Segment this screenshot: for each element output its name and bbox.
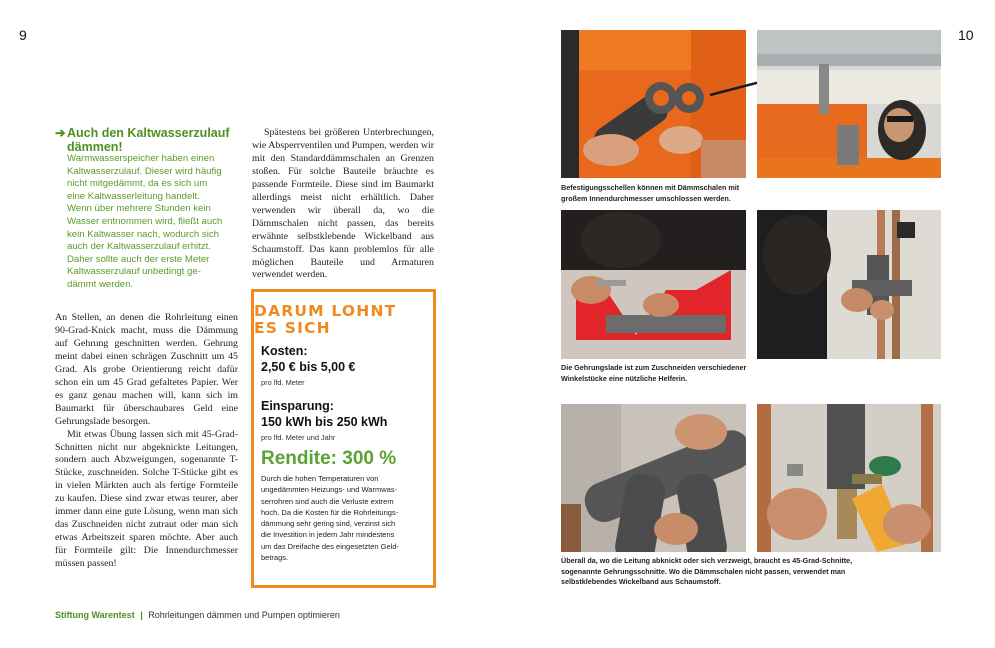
savings-value: 150 kWh bis 250 kWh xyxy=(261,415,388,429)
tip-line: Wenn über mehrere Stunden kein xyxy=(67,203,211,215)
info-line: Durch die hohen Temperaturen von xyxy=(261,474,379,483)
tip-line: dämmt werden. xyxy=(67,278,134,290)
caption-line: selbstklebendes Wickelband aus Schaumstoff. xyxy=(561,577,721,586)
info-line: um das Dreifache des eingesetzten Geld- xyxy=(261,541,399,551)
info-box-title xyxy=(254,303,396,337)
paragraph: Mit etwas Übung lassen sich mit 45-Grad-Schnitten nicht nur abgeknickte Leitungen, sondern auch Abzweigungen, sogenannte T-Stücke, zuschneiden. Solche T-Stücke gibt es in vielen Märkten auch als fertige Formteile zu kaufen. Diese sind zwar etwas teurer, aber immer dann eine gute Lösung, wenn man sich das Zuschneiden nicht zutraut oder man sich etwas Arbeitszeit sparen möchte. Aber auch für Formteile gilt: Die Innendurchmesser müssen passen! xyxy=(55,428,238,570)
savings-label: Einsparung: xyxy=(261,399,334,413)
info-box xyxy=(251,289,436,588)
caption-line: großem Innendurchmesser umschlossen werden. xyxy=(561,193,731,203)
photo-t-piece xyxy=(561,404,746,552)
info-line: dämmung sehr gering sind, verzinst sich xyxy=(261,519,396,529)
tip-body xyxy=(67,153,247,292)
info-box-title-line2: ES SICH xyxy=(254,319,331,337)
page-number-left: 9 xyxy=(19,27,27,43)
caption-line: Überall da, wo die Leitung abknickt oder sich verzweigt, braucht es 45-Grad-Schnitte, xyxy=(561,556,853,565)
caption-3 xyxy=(561,556,951,588)
costs-value: 2,50 € bis 5,00 € xyxy=(261,360,356,374)
info-line: betrags. xyxy=(261,553,289,563)
footer-separator: | xyxy=(140,610,143,620)
caption-line: Befestigungsschellen können mit Dämmschalen mit xyxy=(561,183,740,192)
info-box-text xyxy=(261,473,429,563)
photo-woman-heating xyxy=(757,30,941,178)
info-box-title-line1: DARUM LOHNT xyxy=(254,302,397,320)
info-line: hoch. Da die Kosten für die Rohrleitungs- xyxy=(261,507,399,517)
photo-miter-box xyxy=(561,210,746,359)
arrow-right-icon: ➔ xyxy=(55,126,66,140)
tip-heading-line2: dämmen! xyxy=(67,140,123,154)
photo-man-pipe xyxy=(757,210,941,359)
tip-line: Kaltwasserzulauf unbedingt ge- xyxy=(67,266,201,278)
tip-line: Warmwasserspeicher haben einen xyxy=(67,153,215,164)
info-line: ungedämmten Heizungs- und Warmwas- xyxy=(261,485,398,495)
page-number-right: 10 xyxy=(958,27,974,43)
rendite-value: Rendite: 300 % xyxy=(261,448,397,469)
caption-2 xyxy=(561,363,761,384)
costs-label: Kosten: xyxy=(261,344,308,358)
caption-line: Die Gehrungslade ist zum Zuschneiden verschiedener xyxy=(561,363,747,372)
caption-line: sogenannte Gehrungsschnitte. Wo die Dämmschalen nicht passen, verwendet man xyxy=(561,566,846,576)
tip-line: nicht mitgedämmt, da es sich um xyxy=(67,178,208,190)
footer-brand: Stiftung Warentest xyxy=(55,610,135,620)
info-line: serrohren sind auch die Verluste extrem xyxy=(261,496,394,506)
paragraph: Spätestens bei größeren Unterbrechungen, wie Absperrventilen und Pumpen, werden wir mit den Standarddämmschalen an Grenzen stoßen. Für solche Bauteile bräuchte es passende Formteile. Diese sind im Baumarkt allerdings meist nicht erhältlich. Daher verwenden wir überall da, wo die Dämmschalen nicht passen, das bereits erwähnte selbstklebende Wickelband aus Schaumstoff. Das kann problemlos für alle möglichen Bauteile und Armaturen verwendet werden. xyxy=(252,127,434,281)
footer xyxy=(55,610,340,620)
paragraph: An Stellen, an denen die Rohrleitung einen 90-Grad-Knick macht, muss die Dämmung auf Gehrung geschnitten werden. Gehrung meint dabei einen schrägen Zuschnitt um 45 Grad. Als grobe Orientierung reicht dafür schon ein um 45 Grad gefaltetes Papier. Wer es ganz genau machen will, kann sich im Baumarkt für überschaubares Geld eine Gehrungslade besorgen. xyxy=(55,312,238,427)
info-line: die Investition in jedem Jahr mindestens xyxy=(261,530,395,540)
left-body-text xyxy=(55,312,238,571)
tip-line: auch der Kaltwasserzulauf erhitzt. xyxy=(67,241,211,253)
middle-body-text xyxy=(252,127,434,282)
savings-unit: pro lfd. Meter und Jahr xyxy=(261,433,336,442)
photo-valve-tape xyxy=(757,404,941,552)
footer-title: Rohrleitungen dämmen und Pumpen optimieren xyxy=(148,610,340,620)
tip-line: Wasser entnommen wird, fließt auch xyxy=(67,215,223,227)
tip-line: Kaltwasserzulauf. Dieser wird häufig xyxy=(67,165,222,177)
tip-heading-line1: Auch den Kaltwasserzulauf xyxy=(67,126,230,140)
tip-line: kein Kaltwasser nach, wodurch sich xyxy=(67,228,219,240)
tip-line: Daher sollte auch der erste Meter xyxy=(67,253,210,265)
tip-heading xyxy=(55,126,245,154)
caption-1 xyxy=(561,183,761,204)
tip-line: eine Kaltwasserleitung handelt. xyxy=(67,190,200,202)
caption-line: Winkelstücke eine nützliche Helferin. xyxy=(561,373,688,383)
costs-unit: pro lfd. Meter xyxy=(261,378,305,387)
